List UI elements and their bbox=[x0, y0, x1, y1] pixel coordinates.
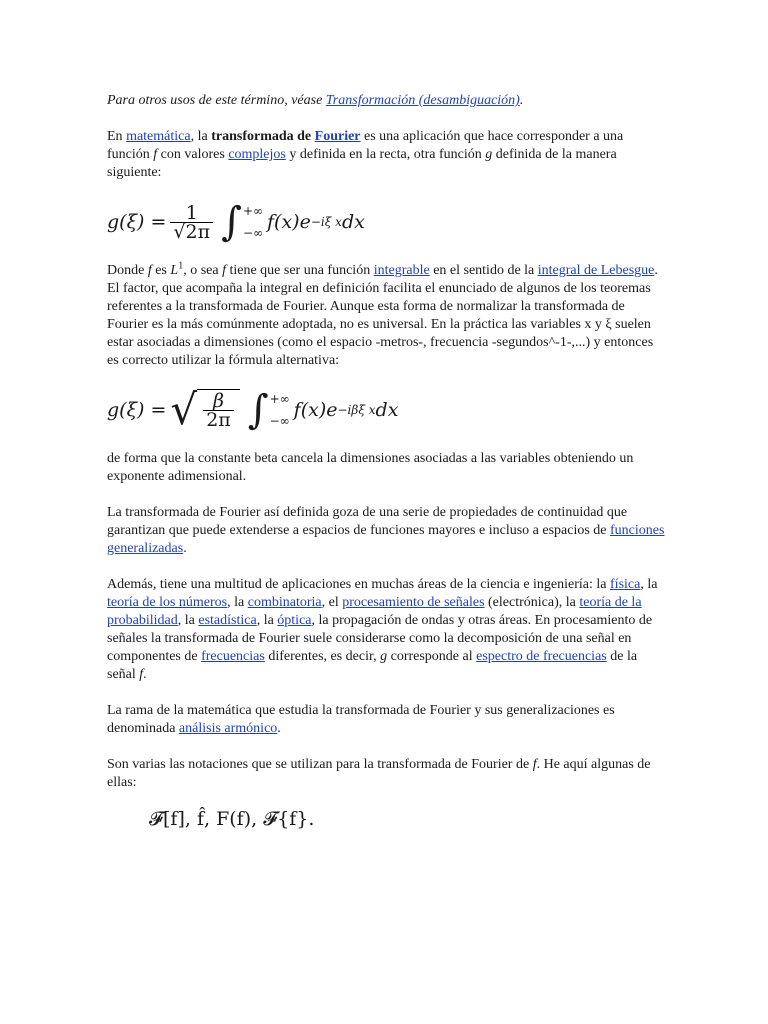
paragraph-applications: Además, tiene una multitud de aplicaciones en muchas áreas de la ciencia e ingeniería: la física, la teoría de los números, la combinatoria, el procesamiento de señales (electrónica), la teoría de la probabilidad, la estadística, la óptica, la propagación de ondas y otras áreas. En procesamiento de señales la transformada de Fourier suele considerarse como la decomposición de una señal en componentes de frecuencias diferentes, es decir, g corresponde al espectro de frecuencias de la señal f. bbox=[107, 577, 658, 682]
term-transformada: transformada de bbox=[211, 129, 315, 144]
link-teoria-numeros[interactable]: teoría de los números bbox=[107, 595, 228, 610]
formula-alternative: g(ξ) = √ $\frac{\beta}{2\pi}$ ∫ +∞ −∞ f(x)e −iβξ x dx bbox=[107, 385, 399, 434]
link-fisica[interactable]: física bbox=[610, 577, 641, 592]
link-combinatoria[interactable]: combinatoria bbox=[247, 595, 322, 610]
square-root: √ $\frac{\beta}{2\pi}$ bbox=[170, 389, 239, 431]
integral-sign-2: ∫ +∞ −∞ bbox=[247, 387, 290, 433]
link-optica[interactable]: óptica bbox=[277, 613, 312, 628]
article-body bbox=[107, 92, 665, 828]
link-matematica[interactable]: matemática bbox=[126, 129, 191, 144]
link-integrable[interactable]: integrable bbox=[373, 263, 430, 278]
paragraph-lebesgue: Donde f es $L^1$, o sea f tiene que ser una función integrable en el sentido de la integral de Lebesgue. El factor, que acompaña la integral en definición facilita el enunciado de algunos de los teoremas referentes a la transformada de Fourier. Aunque esta forma de normalizar la transformada de Fourier es la más comúnmente adoptada, no es universal. En la práctica las variables x y ξ suelen estar asociadas a dimensiones (como el espacio -metros-, frecuencia -segundos^-1-,...) y entonces es correcto utilizar la fórmula alternativa: bbox=[107, 260, 658, 368]
integral-sign: ∫ +∞ −∞ bbox=[221, 199, 264, 245]
link-analisis-armonico[interactable]: análisis armónico bbox=[178, 721, 278, 736]
link-estadistica[interactable]: estadística bbox=[198, 613, 257, 628]
link-funciones-generalizadas[interactable]: funciones generalizadas bbox=[107, 523, 665, 556]
paragraph-continuity: La transformada de Fourier así definida goza de una serie de propiedades de continuidad que garantizan que puede extenderse a espacios de funciones mayores e incluso a espacios de funciones generalizadas. bbox=[107, 505, 665, 556]
paragraph-definition: En matemática, la transformada de Fourier es una aplicación que hace corresponder a una función f con valores complejos y definida en la recta, otra función g definida de la manera siguiente: bbox=[107, 129, 624, 180]
link-teoria-probabilidad[interactable]: teoría de la probabilidad bbox=[107, 595, 642, 628]
link-transformacion-desambiguacion[interactable]: Transformación (desambiguación) bbox=[325, 93, 520, 108]
link-frecuencias[interactable]: frecuencias bbox=[201, 649, 265, 664]
link-integral-lebesgue[interactable]: integral de Lebesgue bbox=[537, 263, 655, 278]
link-procesamiento-senales[interactable]: procesamiento de señales bbox=[342, 595, 485, 610]
link-fourier[interactable]: Fourier bbox=[314, 129, 361, 144]
link-complejos[interactable]: complejos bbox=[228, 147, 286, 162]
link-espectro-frecuencias[interactable]: espectro de frecuencias bbox=[476, 649, 607, 664]
formula-fourier-transform: g(ξ) = $\frac{1}{√2\pi}$ ∫ +∞ −∞ f(x)e −iξ x dx bbox=[107, 199, 365, 245]
paragraph-harmonic-analysis: La rama de la matemática que estudia la transformada de Fourier y sus generalizaciones es denominada análisis armónico. bbox=[107, 703, 615, 736]
paragraph-notations: Son varias las notaciones que se utilizan para la transformada de Fourier de f. He aquí algunas de ellas: bbox=[107, 757, 651, 790]
formula-notations: 𝓕[f], f̂, F(f), 𝓕{f}. bbox=[149, 808, 315, 830]
formula-fraction: $\frac{1}{√2\pi}$ bbox=[170, 204, 213, 241]
disambiguation-note: Para otros usos de este término, véase Transformación (desambiguación). bbox=[107, 93, 524, 108]
paragraph-beta: de forma que la constante beta cancela la dimensiones asociadas a las variables obteniendo un exponente adimensional. bbox=[107, 451, 634, 484]
